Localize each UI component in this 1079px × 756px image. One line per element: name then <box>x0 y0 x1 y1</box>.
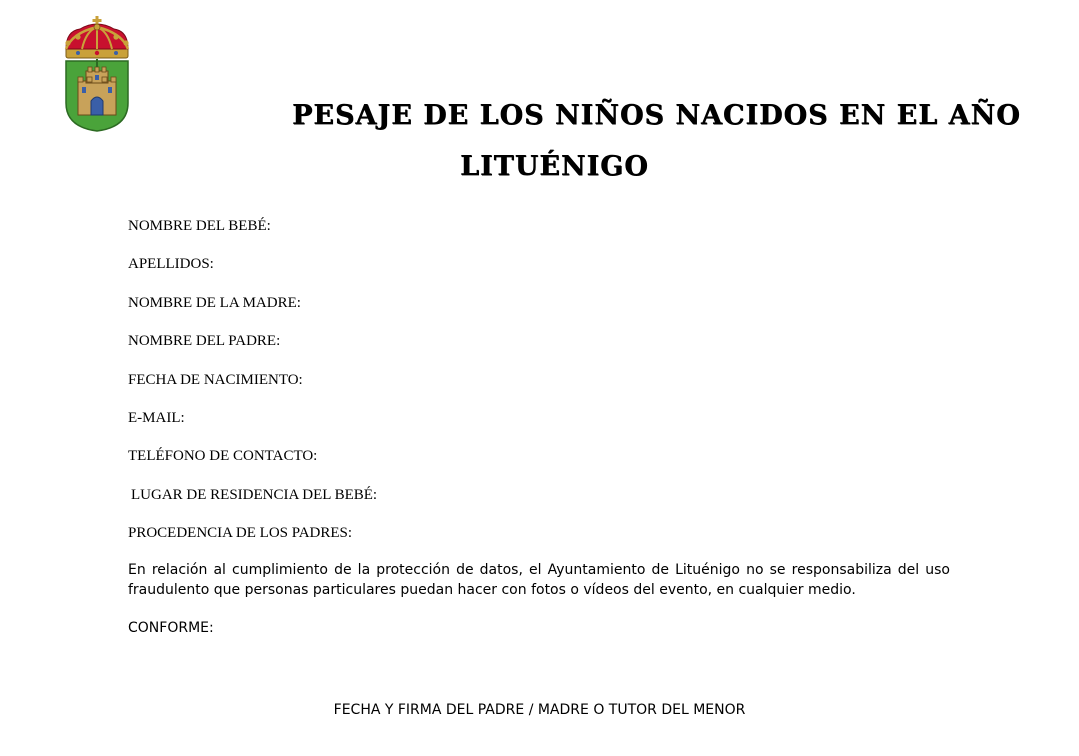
field-parents-origin: PROCEDENCIA DE LOS PADRES: <box>128 525 353 542</box>
conforme-label: CONFORME: <box>128 620 214 636</box>
coat-of-arms-icon <box>58 15 136 133</box>
field-baby-residence: LUGAR DE RESIDENCIA DEL BEBÉ: <box>131 486 378 503</box>
field-phone: TELÉFONO DE CONTACTO: <box>128 448 318 465</box>
signature-label: FECHA Y FIRMA DEL PADRE / MADRE O TUTOR DEL MENOR <box>333 702 746 718</box>
form-fields <box>128 216 377 562</box>
field-father-name: NOMBRE DEL PADRE: <box>128 333 281 350</box>
data-protection-notice: En relación al cumplimiento de la protección de datos, el Ayuntamiento de Lituénigo no se responsabiliza del uso fraudulento que personas particulares puedan hacer con fotos o vídeos del evento, en cualquier medio. <box>128 562 950 598</box>
field-baby-name: NOMBRE DEL BEBÉ: <box>128 218 271 234</box>
field-email: E-MAIL: <box>128 409 185 426</box>
field-mother-name: NOMBRE DE LA MADRE: <box>128 294 301 311</box>
document-title-town: LITUÉNIGO <box>460 151 649 182</box>
field-birth-date: FECHA DE NACIMIENTO: <box>128 371 303 388</box>
document-title: PESAJE DE LOS NIÑOS NACIDOS EN EL AÑO <box>292 100 1021 131</box>
field-surnames: APELLIDOS: <box>128 256 214 273</box>
